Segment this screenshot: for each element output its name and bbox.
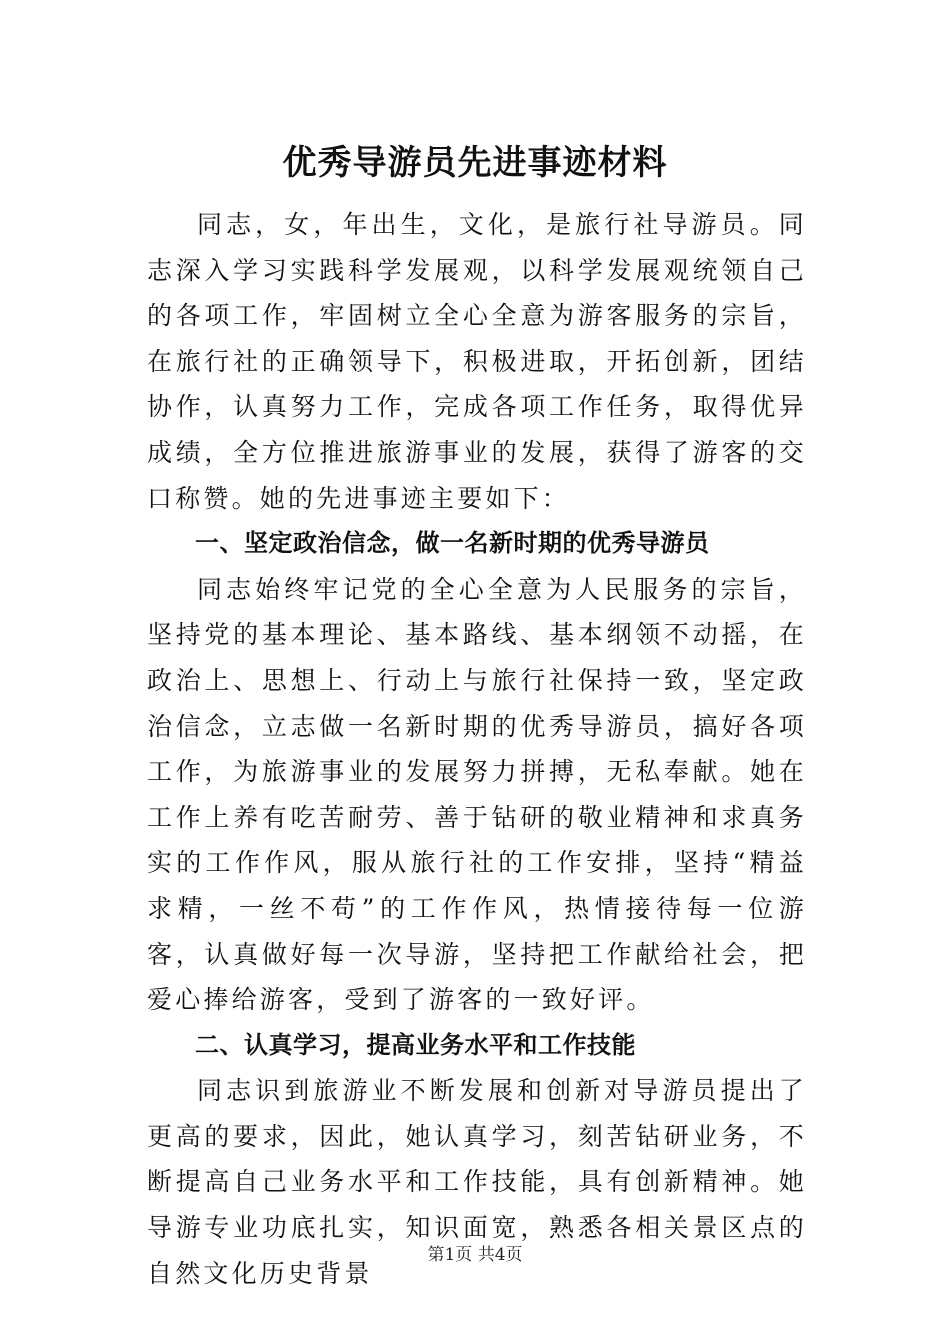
page-footer: 第1页 共4页 xyxy=(427,1245,523,1265)
paragraph-section-1: 同志始终牢记党的全心全意为人民服务的宗旨，坚持党的基本理论、基本路线、基本纲领不动摇，在政治上、思想上、行动上与旅行社保持一致，坚定政治信念，立志做一名新时期的优秀导游员，搞好各项工作，为旅游事业的发展努力拼搏，无私奉献。她在工作上养有吃苦耐劳、善于钻研的敬业精神和求真务实的工作作风，服从旅行社的工作安排，坚持“精益求精，一丝不苟”的工作作风，热情接待每一位游客，认真做好每一次导游，坚持把工作献给社会，把爱心捧给游客，受到了游客的一致好评。 xyxy=(147,574,807,1015)
document-title: 优秀导游员先进事迹材料 xyxy=(282,143,668,183)
section-heading-1: 一、坚定政治信念，做一名新时期的优秀导游员 xyxy=(195,529,710,558)
paragraph-intro: 同志，女，年出生，文化，是旅行社导游员。同志深入学习实践科学发展观，以科学发展观统领自己的各项工作，牢固树立全心全意为游客服务的宗旨，在旅行社的正确领导下，积极进取，开拓创新，团结协作，认真努力工作，完成各项工作任务，取得优异成绩，全方位推进旅游事业的发展，获得了游客的交口称赞。她的先进事迹主要如下： xyxy=(147,210,807,513)
document-body xyxy=(147,202,807,1296)
paragraph-section-2: 同志识到旅游业不断发展和创新对导游员提出了更高的要求，因此，她认真学习，刻苦钻研业务，不断提高自己业务水平和工作技能，具有创新精神。她导游专业功底扎实，知识面宽，熟悉各相关景区点的自然文化历史背景 xyxy=(147,1076,807,1288)
section-heading-2: 二、认真学习，提高业务水平和工作技能 xyxy=(195,1030,636,1059)
